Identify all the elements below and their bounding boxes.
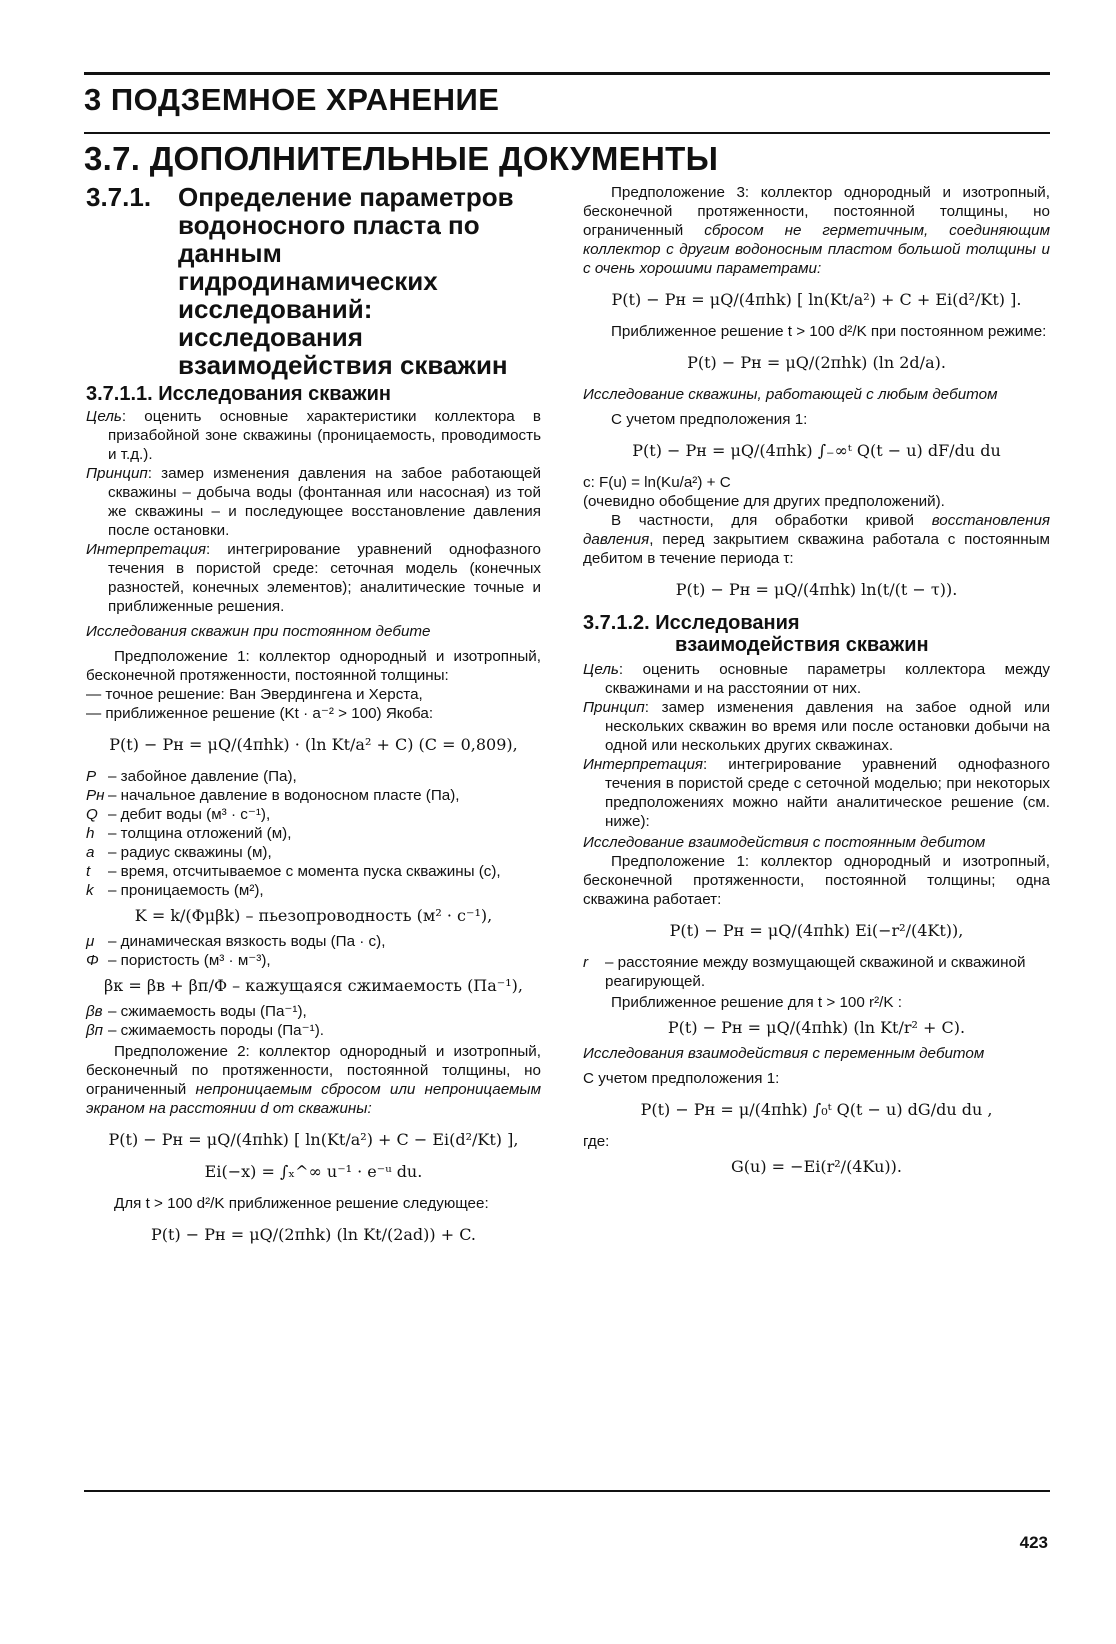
def-symbol: Φ [86, 952, 99, 969]
def-text: – проницаемость (м²), [108, 882, 264, 899]
assumption-1-paragraph: Предположение 1: коллектор однородный и изотропный, бесконечной протяженности, постоянной толщины: [86, 648, 541, 684]
assumption-1-interference: Предположение 1: коллектор однородный и изотропный, бесконечной протяженности, постоянной толщины; одна скважина работает: [583, 853, 1050, 908]
bottom-rule [84, 1490, 1050, 1492]
heading-line-2: взаимодействия скважин [675, 634, 929, 656]
chapter-title: 3.7. ДОПОЛНИТЕЛЬНЫЕ ДОКУМЕНТЫ [84, 140, 719, 177]
generalization-note: (очевидно обобщение для других предположений). [583, 493, 945, 510]
definitions-list-2 [86, 932, 541, 970]
definition-row [86, 824, 541, 843]
def-text: – забойное давление (Па), [108, 768, 297, 785]
principle-paragraph [86, 464, 541, 540]
buildup-paragraph [583, 511, 1050, 568]
buildup-text-a: В частности, для обработки кривой [611, 512, 932, 529]
def-symbol: t [86, 863, 91, 880]
def-symbol: Q [86, 806, 98, 823]
right-column [583, 183, 1050, 1183]
subhead-any-rate: Исследование скважины, работающей с любым дебитом [583, 386, 998, 403]
solutions-list [86, 685, 541, 723]
principle-text: : замер изменения давления на забое одной или нескольких скважин во время или после остановки добычи на одной или нескольких других скважинах. [605, 699, 1050, 754]
subsection-heading [86, 183, 541, 379]
section-rule [84, 132, 1050, 134]
principle-label: Принцип [86, 465, 148, 482]
subsection-title: Определение параметров водоносного пласта по данным гидродинамических исследований: исследования взаимодействия скважин [178, 182, 514, 380]
definition-row [86, 1002, 541, 1021]
section-title: 3 ПОДЗЕМНОЕ ХРАНЕНИЕ [84, 82, 500, 117]
formula-diffusivity: K = k/(Φμβk) – пьезопроводность (м² · с⁻¹), [134, 906, 493, 925]
list-item: — точное решение: Ван Эвердингена и Херста, [86, 686, 423, 703]
definition-row [86, 786, 541, 805]
subsection-number: 3.7.1. [86, 182, 152, 212]
goal-text: : оценить основные характеристики коллектора в призабойной зоне скважины (проницаемость, проводимость и т.д.). [108, 408, 541, 463]
with-assumption-1: С учетом предположения 1: [611, 411, 808, 428]
definition-row [86, 843, 541, 862]
definition-row [86, 951, 541, 970]
def-text: – радиус скважины (м), [108, 844, 272, 861]
def-text: – расстояние между возмущающей скважиной и скважиной реагирующей. [605, 954, 1026, 990]
interpretation-label: Интерпретация [86, 541, 207, 558]
assumption-3-text: Предположение 3: коллектор однородный и изотропный, бесконечной протяженности, постоянной толщины, но ограниченный [583, 184, 1050, 239]
formula-steady: P(t) − Pн = μQ/(2πhk) (ln 2d/a). [687, 353, 946, 372]
assumption-2-italic: непроницаемым сбросом или непроницаемым экраном на расстоянии d от скважины: [86, 1081, 541, 1117]
assumption-3-italic: сбросом не герметичным, соединяющим коллектор с другим водоносным пластом большой толщины и с очень хорошими параметрами: [583, 222, 1050, 277]
formula-interference: P(t) − Pн = μQ/(4πhk) Ei(−r²/(4Kt)), [669, 921, 964, 940]
formula-g-definition: G(u) = −Ei(r²/(4Ku)). [731, 1157, 902, 1176]
goal-label: Цель [583, 661, 619, 678]
def-text: – время, отсчитываемое с момента пуска скважины (с), [108, 863, 501, 880]
interpretation-text: : интегрирование уравнений однофазного течения в пористой среде: сеточная модель (конечных разностей, конечных элементов); аналитические точные и приближенные решения. [108, 541, 541, 615]
subsubsection-heading-2 [583, 612, 1050, 656]
def-text: – сжимаемость воды (Па⁻¹), [108, 1003, 307, 1020]
definitions-list [86, 767, 541, 900]
where-label: где: [583, 1133, 610, 1150]
buildup-italic: восстановления давления [583, 512, 1050, 548]
formula-horner: P(t) − Pн = μQ/(4πhk) ln(t/(t − τ)). [675, 580, 958, 599]
def-symbol: k [86, 882, 94, 899]
list-item: — приближенное решение (Kt · a⁻² > 100) Якоба: [86, 705, 434, 722]
def-text: – дебит воды (м³ · с⁻¹), [108, 806, 271, 823]
assumption-3-paragraph [583, 183, 1050, 278]
goal-label: Цель [86, 408, 122, 425]
def-text: – начальное давление в водоносном пласте (Па), [108, 787, 460, 804]
definition-row [86, 862, 541, 881]
formula-compressibility: βк = βв + βп/Φ – кажущаяся сжимаемость (Па⁻¹), [104, 976, 523, 995]
principle-label: Принцип [583, 699, 645, 716]
interpretation-paragraph [86, 540, 541, 616]
def-text: – толщина отложений (м), [108, 825, 292, 842]
definition-row [86, 805, 541, 824]
heading-line-1: 3.7.1.2. Исследования [583, 612, 800, 634]
goal-paragraph-2 [583, 660, 1050, 698]
formula-interference-approx: P(t) − Pн = μQ/(4πhk) (ln Kt/r² + C). [667, 1018, 966, 1037]
def-text: – пористость (м³ · м⁻³), [108, 952, 271, 969]
def-symbol: h [86, 825, 95, 842]
left-column [86, 183, 541, 1257]
def-text: – динамическая вязкость воды (Па · с), [108, 933, 386, 950]
formula-variable-rate: P(t) − Pн = μ/(4πhk) ∫₀ᵗ Q(t − u) dG/du du , [640, 1100, 993, 1119]
subhead-interference-variable: Исследования взаимодействия с переменным дебитом [583, 1045, 985, 1062]
definition-row [86, 932, 541, 951]
definition-row [86, 1021, 541, 1040]
def-symbol: βп [86, 1022, 104, 1039]
approx-condition: Для t > 100 d²/K приближенное решение следующее: [114, 1195, 489, 1212]
principle-text: : замер изменения давления на забое работающей скважины – добыча воды (фонтанная или насосная) из той же скважины – и последующее восстановление давления после остановки. [108, 465, 541, 539]
top-rule [84, 72, 1050, 75]
principle-paragraph-2 [583, 698, 1050, 755]
goal-paragraph [86, 407, 541, 464]
formula-leaky-fault: P(t) − Pн = μQ/(4πhk) [ ln(Kt/a²) + C + Ei(d²/Kt) ]. [611, 290, 1022, 309]
assumption-2-paragraph [86, 1042, 541, 1118]
formula-barrier: P(t) − Pн = μQ/(4πhk) [ ln(Kt/a²) + C − Ei(d²/Kt) ], [108, 1130, 519, 1149]
def-symbol: r [583, 954, 589, 971]
with-assumption-1-b: С учетом предположения 1: [583, 1070, 780, 1087]
subhead-constant-rate: Исследования скважин при постоянном дебите [86, 623, 431, 640]
approx-steady: Приближенное решение t > 100 d²/K при постоянном режиме: [611, 323, 1047, 340]
def-symbol: P [86, 768, 97, 785]
f-definition: с: F(u) = ln(Ku/a²) + C [583, 474, 731, 491]
interpretation-paragraph-2 [583, 755, 1050, 831]
definition-row [583, 953, 1050, 991]
def-text: – сжимаемость породы (Па⁻¹). [108, 1022, 324, 1039]
formula-approx-barrier: P(t) − Pн = μQ/(2πhk) (ln Kt/(2ad)) + C. [151, 1225, 476, 1244]
r-definition [583, 953, 1050, 991]
buildup-text-c: , перед закрытием скважина работала с постоянным дебитом в течение периода τ: [583, 531, 1050, 567]
def-symbol: Pн [86, 787, 105, 804]
def-symbol: βв [86, 1003, 103, 1020]
goal-text: : оценить основные параметры коллектора между скважинами и на расстоянии от них. [605, 661, 1050, 697]
definition-row [86, 881, 541, 900]
interpretation-text: : интегрирование уравнений однофазного течения в пористой среде с сеточной моделью; при некоторых предположениях можно найти аналитическое решение (см. ниже): [605, 756, 1050, 830]
subsubsection-heading: 3.7.1.1. Исследования скважин [86, 383, 391, 405]
formula-superposition: P(t) − Pн = μQ/(4πhk) ∫₋∞ᵗ Q(t − u) dF/du du [632, 441, 1001, 460]
formula-exponential-integral: Ei(−x) = ∫ₓ^∞ u⁻¹ · e⁻ᵘ du. [204, 1162, 423, 1181]
formula-jacob: P(t) − Pн = μQ/(4πhk) · (ln Kt/a² + C) (C = 0,809), [109, 735, 518, 754]
definition-row [86, 767, 541, 786]
subhead-interference-constant: Исследование взаимодействия с постоянным дебитом [583, 834, 986, 851]
page-number: 423 [1019, 1533, 1048, 1552]
def-symbol: μ [86, 933, 95, 950]
def-symbol: a [86, 844, 95, 861]
interpretation-label: Интерпретация [583, 756, 704, 773]
approx-interference: Приближенное решение для t > 100 r²/K : [611, 994, 902, 1011]
definitions-list-3 [86, 1002, 541, 1040]
assumption-2-text: Предположение 2: коллектор однородный и изотропный, бесконечный по протяженности, постоянной толщины, но ограниченный [86, 1043, 541, 1098]
